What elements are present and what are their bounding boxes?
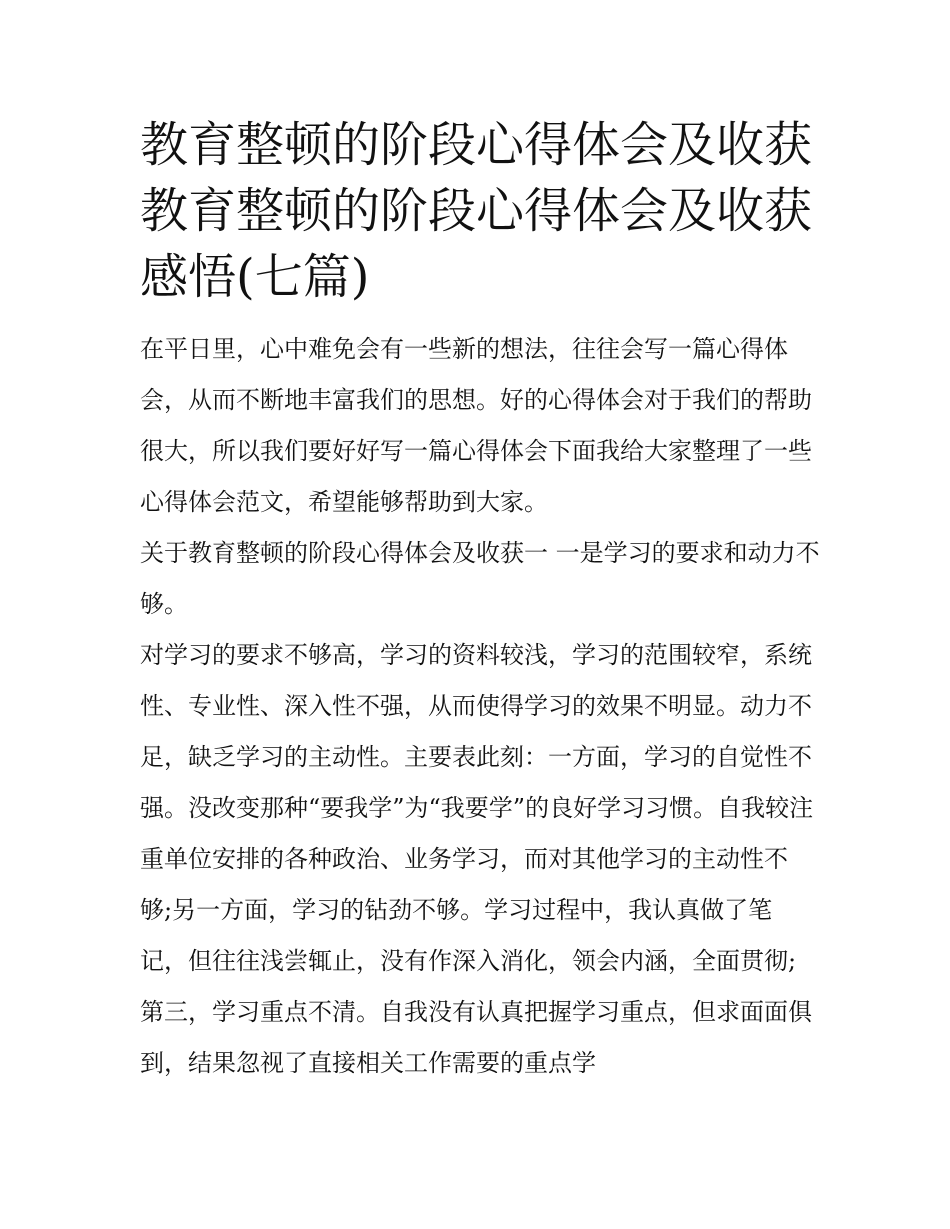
document-body bbox=[140, 112, 820, 1089]
paragraph-intro: 在平日里，心中难免会有一些新的想法，往往会写一篇心得体会，从而不断地丰富我们的思想。好的心得体会对于我们的帮助很大，所以我们要好好写一篇心得体会下面我给大家整理了一些心得体会范文，希望能够帮助到大家。 bbox=[140, 335, 812, 516]
title-spacer bbox=[140, 310, 820, 324]
paragraph-section-heading: 关于教育整顿的阶段心得体会及收获一 一是学习的要求和动力不够。 bbox=[140, 539, 820, 618]
document-title: 教育整顿的阶段心得体会及收获 教育整顿的阶段心得体会及收获感悟(七篇) bbox=[140, 117, 813, 305]
paragraph-body: 对学习的要求不够高，学习的资料较浅，学习的范围较窄，系统性、专业性、深入性不强，从而使得学习的效果不明显。动力不足，缺乏学习的主动性。主要表此刻：一方面，学习的自觉性不强。没改变那种“要我学”为“我要学”的良好学习习惯。自我较注重单位安排的各种政治、业务学习，而对其他学习的主动性不够;另一方面，学习的钻劲不够。学习过程中，我认真做了笔记，但往往浅尝辄止，没有作深入消化，领会内涵，全面贯彻;第三，学习重点不清。自我没有认真把握学习重点，但求面面俱到，结果忽视了直接相关工作需要的重点学 bbox=[140, 641, 814, 1077]
